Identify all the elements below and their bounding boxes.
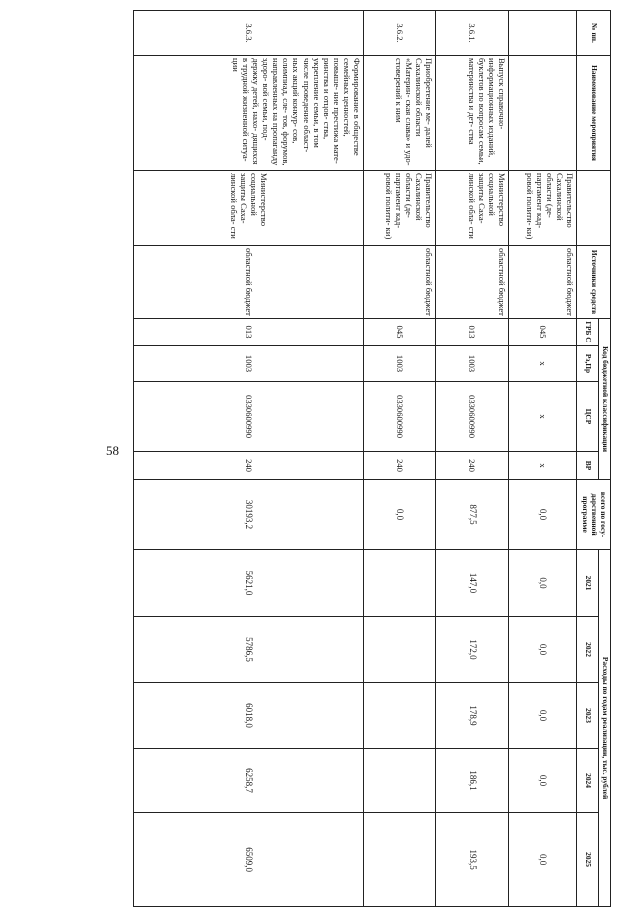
cell-grbs: 013 xyxy=(134,319,364,346)
cell-grbs: 013 xyxy=(436,319,509,346)
header-source: Источники средств xyxy=(577,246,611,319)
cell-name: Приобретение ме- далей Сахалинской области «Материн- ская слава» и удо- стоверений к ним xyxy=(364,56,436,171)
cell-2021: 0,0 xyxy=(509,550,577,617)
header-csr: ЦСР xyxy=(577,382,599,452)
cell-2025: 193,5 xyxy=(436,813,509,907)
cell-total: 0,0 xyxy=(364,480,436,550)
header-bk-group: Код бюджетной классификации xyxy=(599,319,611,480)
cell-vr: 240 xyxy=(364,452,436,480)
cell-grbs: 045 xyxy=(364,319,436,346)
header-years-group: Расходы по годам реализации, тыс. рублей xyxy=(599,550,611,907)
cell-executor: Министерство социальной защиты Саха- линской обла- сти xyxy=(436,171,509,246)
cell-no xyxy=(509,11,577,56)
cell-source: областной бюджет xyxy=(364,246,436,319)
header-rzpr: Рз,Пр xyxy=(577,346,599,382)
cell-2023: 6018,0 xyxy=(134,683,364,749)
cell-rzpr: х xyxy=(509,346,577,382)
cell-2024: 6258,7 xyxy=(134,749,364,813)
cell-2024: 186,1 xyxy=(436,749,509,813)
cell-2025: 0,0 xyxy=(509,813,577,907)
cell-csr: 0330600990 xyxy=(436,382,509,452)
header-2023: 2023 xyxy=(577,683,599,749)
cell-2021: 147,0 xyxy=(436,550,509,617)
cell-2023 xyxy=(364,683,436,749)
header-2025: 2025 xyxy=(577,813,599,907)
header-2021: 2021 xyxy=(577,550,599,617)
header-name: Наименование мероприятия xyxy=(577,56,611,171)
header-vr: ВР xyxy=(577,452,599,480)
cell-grbs: 045 xyxy=(509,319,577,346)
cell-name: Формирование в обществе семейных ценностей, повыше- ние престижа мате- ринства и отцов- ства, укрепление семьи, в том числе проведение област- ных акций конкур- сов, олимпиад, сле- тов, форумов, направленных на пропаганду здоро- вой семьи, под- держку детей, нахо- дящихся в трудной жизненной ситуа- ции xyxy=(134,56,364,171)
table-row xyxy=(134,11,364,907)
header-total: всего по госу- дарственной программе xyxy=(577,480,611,550)
header-grbs: ГРБ С xyxy=(577,319,599,346)
cell-2025: 6509,0 xyxy=(134,813,364,907)
header-no: № пп. xyxy=(577,11,611,56)
cell-rzpr: 1003 xyxy=(436,346,509,382)
table-row xyxy=(436,11,509,907)
table-row xyxy=(509,11,577,907)
cell-total: 877,5 xyxy=(436,480,509,550)
cell-no: 3.6.1. xyxy=(436,11,509,56)
cell-rzpr: 1003 xyxy=(364,346,436,382)
rotated-table-container xyxy=(102,10,611,886)
cell-2024 xyxy=(364,749,436,813)
cell-csr: х xyxy=(509,382,577,452)
cell-rzpr: 1003 xyxy=(134,346,364,382)
cell-executor: Правительство Сахалинской области (де- партамент кад- ровой полити- ки) xyxy=(364,171,436,246)
cell-2024: 0,0 xyxy=(509,749,577,813)
cell-name xyxy=(509,56,577,171)
cell-2021: 5621,0 xyxy=(134,550,364,617)
header-executor xyxy=(577,171,611,246)
cell-source: областной бюджет xyxy=(134,246,364,319)
cell-vr: 240 xyxy=(134,452,364,480)
cell-vr: 240 xyxy=(436,452,509,480)
cell-2022: 0,0 xyxy=(509,617,577,683)
cell-2021 xyxy=(364,550,436,617)
cell-no: 3.6.3. xyxy=(134,11,364,56)
cell-source: областной бюджет xyxy=(509,246,577,319)
cell-executor: Министерство социальной защиты Саха- линской обла- сти xyxy=(134,171,364,246)
cell-name: Выпуск справочно- информационных изданий, буклетов по вопросам семьи, материнства и дет- ства xyxy=(436,56,509,171)
cell-2022 xyxy=(364,617,436,683)
budget-table xyxy=(133,10,611,907)
cell-2023: 178,9 xyxy=(436,683,509,749)
cell-2023: 0,0 xyxy=(509,683,577,749)
cell-vr: х xyxy=(509,452,577,480)
cell-source: областной бюджет xyxy=(436,246,509,319)
cell-total: 0,0 xyxy=(509,480,577,550)
header-2024: 2024 xyxy=(577,749,599,813)
cell-csr: 0330600990 xyxy=(134,382,364,452)
cell-2022: 5786,5 xyxy=(134,617,364,683)
cell-2025 xyxy=(364,813,436,907)
cell-executor: Правительство Сахалинской области (де- партамент кад- ровой полити- ки) xyxy=(509,171,577,246)
cell-csr: 0330600990 xyxy=(364,382,436,452)
cell-total: 30193,2 xyxy=(134,480,364,550)
header-2022: 2022 xyxy=(577,617,599,683)
cell-2022: 172,0 xyxy=(436,617,509,683)
cell-no: 3.6.2. xyxy=(364,11,436,56)
page-number: 58 xyxy=(106,443,119,458)
table-row xyxy=(364,11,436,907)
